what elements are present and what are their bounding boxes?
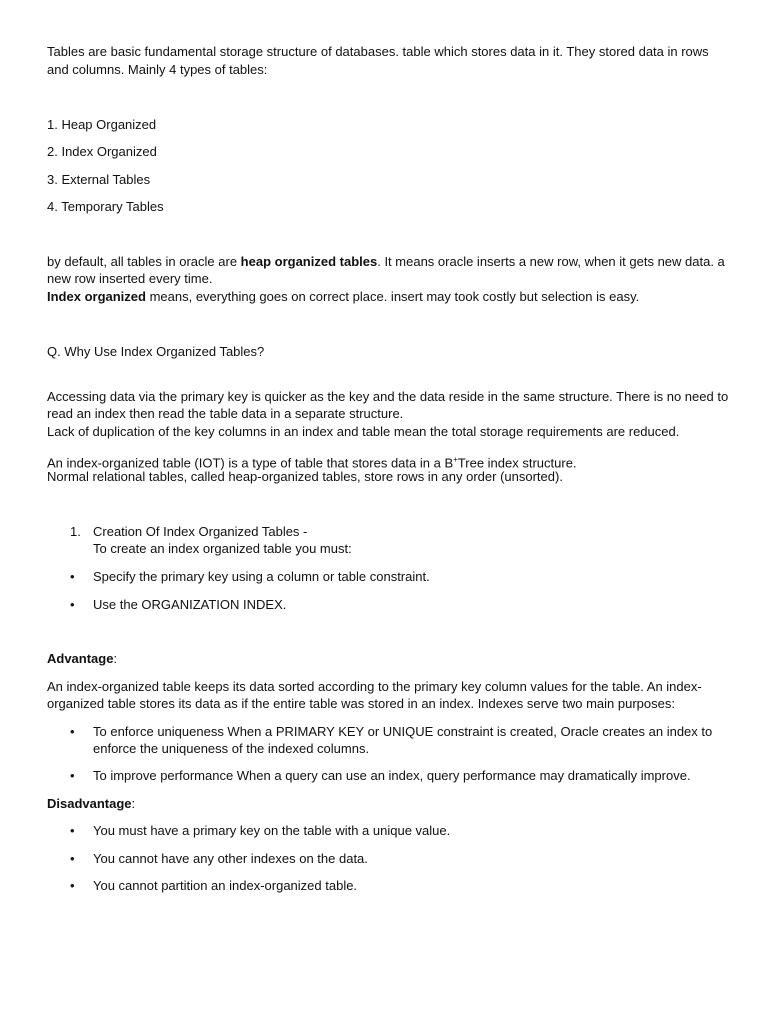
creation-item: Use the ORGANIZATION INDEX.	[93, 597, 287, 612]
disadvantage-item: You cannot have any other indexes on the data.	[93, 851, 368, 866]
advantage-colon: :	[113, 651, 118, 666]
iot-text: Tree index structure.	[457, 455, 577, 471]
bullet-icon: •	[70, 724, 75, 739]
iot-text: An index-organized table (IOT) is a type of table that stores data in a B	[47, 455, 454, 471]
bullet-icon: •	[70, 569, 75, 584]
access-line-3: Lack of duplication of the key columns in an index and table mean the total storage requirements are reduced.	[47, 424, 680, 439]
bullet-icon: •	[70, 597, 75, 612]
advantage-item-1-line-1: To enforce uniqueness When a PRIMARY KEY or UNIQUE constraint is created, Oracle creates an index to	[93, 724, 713, 739]
bullet-icon: •	[70, 878, 75, 893]
creation-number: 1.	[70, 524, 81, 539]
creation-item: Specify the primary key using a column or table constraint.	[93, 569, 430, 584]
iot-line-2: Normal relational tables, called heap-organized tables, store rows in any order (unsorted).	[47, 469, 563, 484]
disadvantage-colon: :	[131, 796, 136, 811]
index-organized-text: means, everything goes on correct place. insert may took costly but selection is easy.	[145, 289, 640, 304]
disadvantage-item: You must have a primary key on the table with a unique value.	[93, 823, 451, 838]
heap-organized-bold: heap organized tables	[240, 254, 378, 269]
advantage-line-1: An index-organized table keeps its data sorted according to the primary key column values for the table. An index-	[47, 679, 702, 694]
advantage-item-2: To improve performance When a query can use an index, query performance may dramatically improve.	[93, 768, 691, 783]
bullet-icon: •	[70, 823, 75, 838]
intro-line-1: Tables are basic fundamental storage structure of databases. table which stores data in it. They stored data in rows	[47, 44, 709, 59]
type-item: 3. External Tables	[47, 172, 151, 187]
advantage-label: Advantage	[47, 651, 114, 666]
index-organized-bold: Index organized	[47, 289, 146, 304]
access-line-1: Accessing data via the primary key is quicker as the key and the data reside in the same structure. There is no need to	[47, 389, 729, 404]
advantage-heading	[47, 650, 737, 668]
btree-plus-superscript: +	[453, 455, 458, 464]
advantage-line-2: organized table stores its data as if the entire table was stored in an index. Indexes serve two main purposes:	[47, 696, 675, 711]
type-item: 2. Index Organized	[47, 144, 157, 159]
advantage-item-1-line-2: enforce the uniqueness of the indexed columns.	[93, 741, 370, 756]
default-para-line-2: new row inserted every time.	[47, 271, 213, 286]
default-para-line-1	[47, 253, 737, 271]
disadvantage-label: Disadvantage	[47, 796, 132, 811]
bullet-icon: •	[70, 768, 75, 783]
creation-title: Creation Of Index Organized Tables -	[93, 524, 308, 539]
access-line-2: read an index then read the table data in a separate structure.	[47, 406, 404, 421]
index-organized-para	[47, 288, 737, 306]
disadvantage-item: You cannot partition an index-organized table.	[93, 878, 358, 893]
type-item: 1. Heap Organized	[47, 117, 157, 132]
type-item: 4. Temporary Tables	[47, 199, 164, 214]
disadvantage-heading	[47, 795, 737, 813]
intro-line-2: and columns. Mainly 4 types of tables:	[47, 62, 268, 77]
creation-subtitle: To create an index organized table you must:	[93, 541, 352, 556]
bullet-icon: •	[70, 851, 75, 866]
default-text: by default, all tables in oracle are	[47, 254, 241, 269]
question: Q. Why Use Index Organized Tables?	[47, 344, 265, 359]
default-text: . It means oracle inserts a new row, when it gets new data. a	[377, 254, 725, 269]
